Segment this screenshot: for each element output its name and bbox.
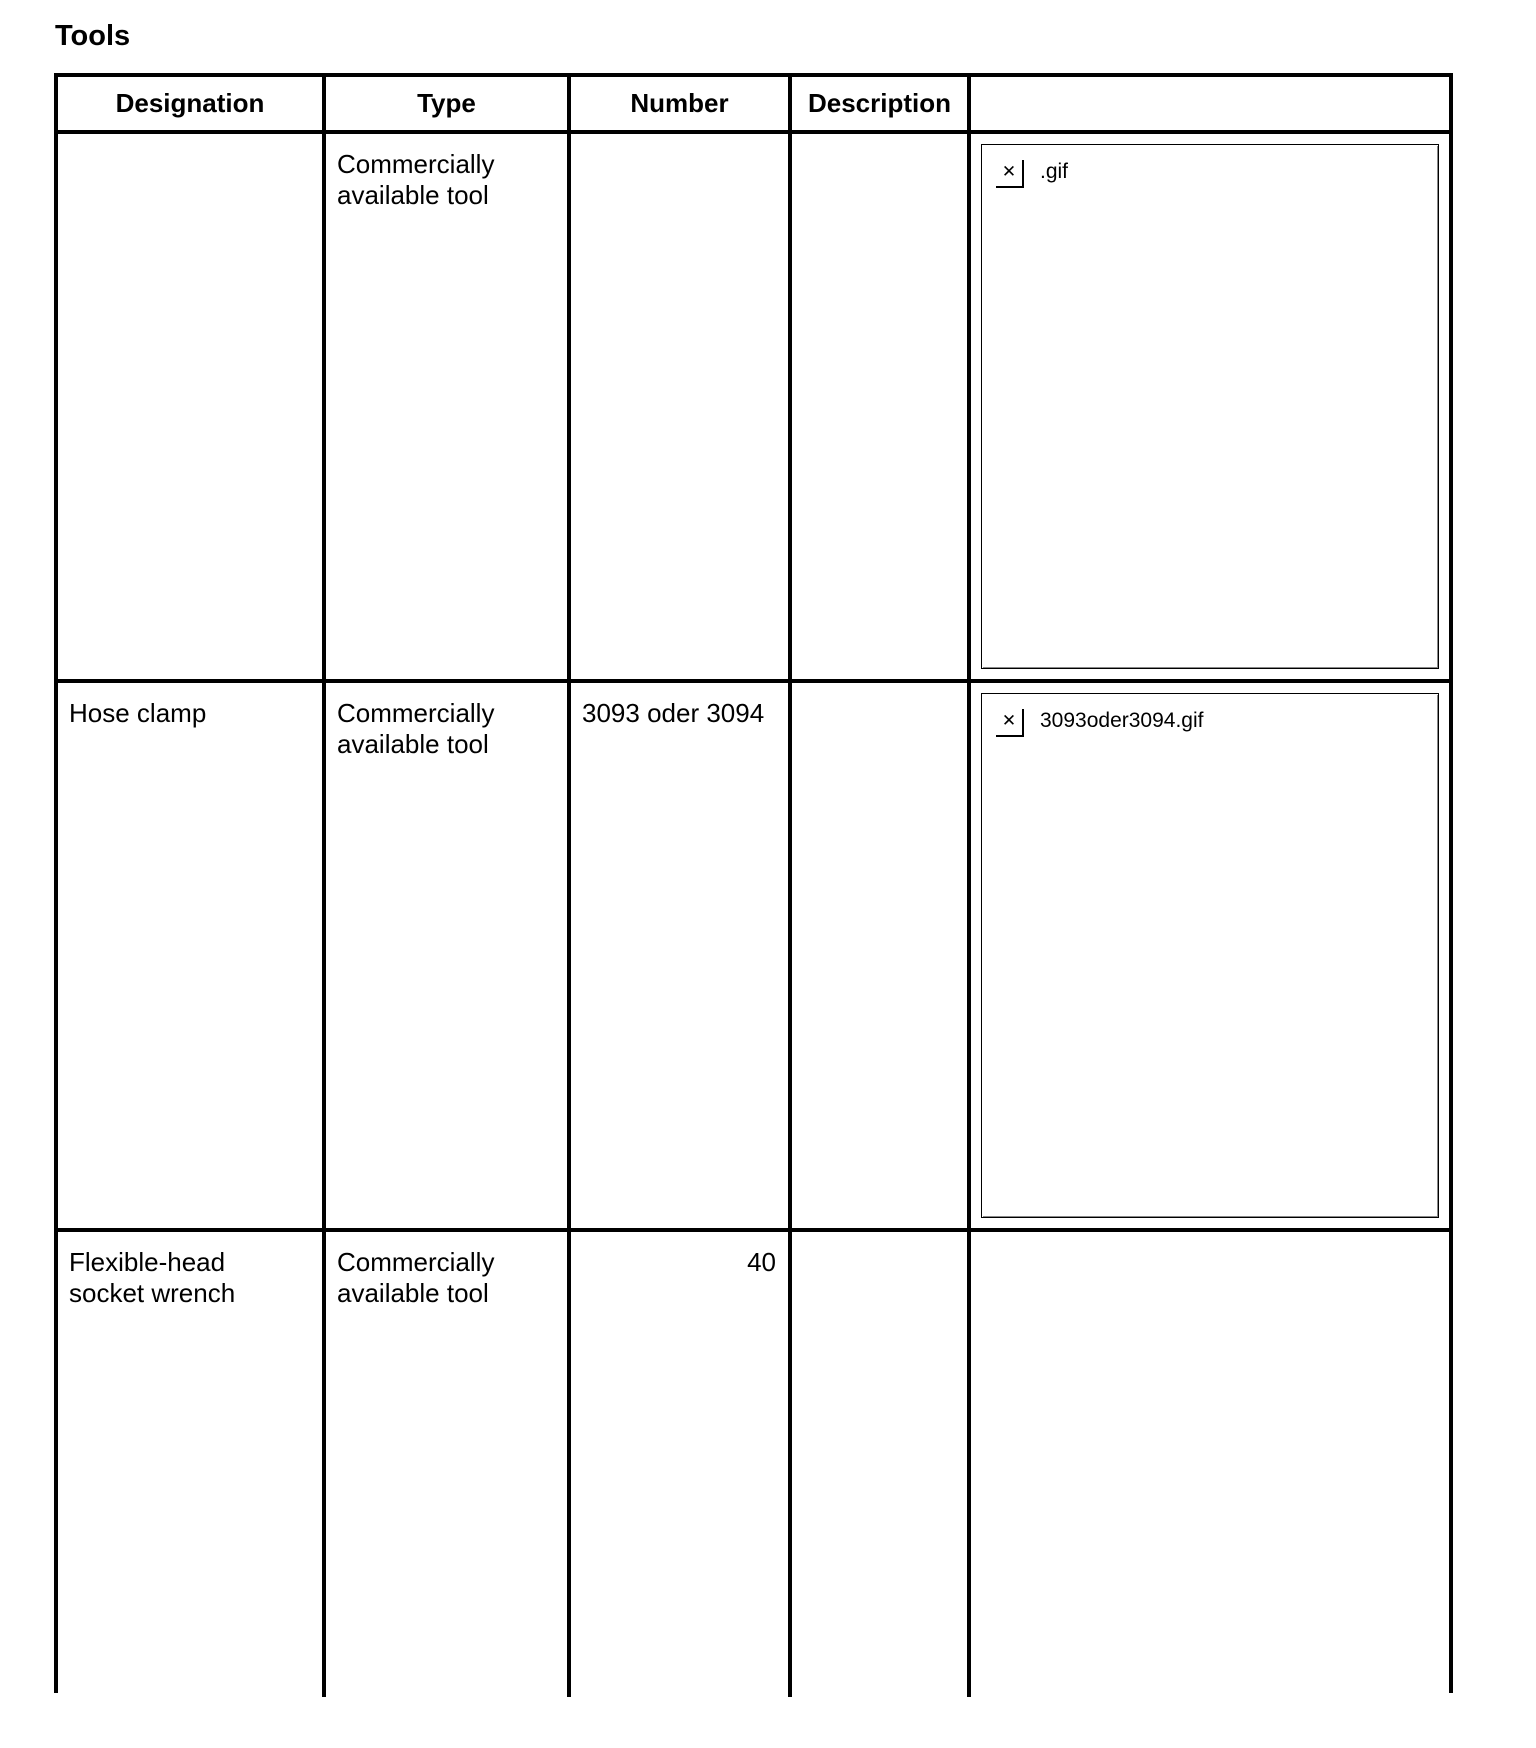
header-designation: Designation bbox=[58, 77, 326, 130]
image-cell bbox=[971, 683, 1449, 1228]
number-cell bbox=[571, 683, 792, 1228]
type-text: Commercially available tool bbox=[337, 698, 495, 759]
type-cell bbox=[326, 683, 571, 1228]
number-cell bbox=[571, 1232, 792, 1697]
image-placeholder bbox=[981, 144, 1439, 669]
designation-text: Flexible-head socket wrench bbox=[69, 1247, 236, 1308]
tools-table bbox=[54, 73, 1453, 1693]
type-cell bbox=[326, 1232, 571, 1697]
number-text: 40 bbox=[747, 1247, 776, 1277]
description-cell bbox=[792, 134, 971, 679]
number-cell bbox=[571, 134, 792, 679]
designation-cell bbox=[58, 134, 326, 679]
type-text: Commercially available tool bbox=[337, 1247, 495, 1308]
image-cell bbox=[971, 1232, 1449, 1697]
header-description: Description bbox=[792, 77, 971, 130]
designation-text: Hose clamp bbox=[69, 698, 207, 728]
type-cell bbox=[326, 134, 571, 679]
image-filename: .gif bbox=[1040, 160, 1069, 183]
image-placeholder bbox=[981, 693, 1439, 1218]
image-filename: 3093oder3094.gif bbox=[1040, 709, 1204, 732]
header-type: Type bbox=[326, 77, 571, 130]
designation-cell bbox=[58, 683, 326, 1228]
description-cell bbox=[792, 1232, 971, 1697]
image-cell bbox=[971, 134, 1449, 679]
page-title: Tools bbox=[55, 20, 131, 52]
designation-cell bbox=[58, 1232, 326, 1697]
table-row bbox=[58, 1232, 1449, 1697]
description-cell bbox=[792, 683, 971, 1228]
header-number: Number bbox=[571, 77, 792, 130]
number-text: 3093 oder 3094 bbox=[582, 698, 765, 728]
header-image bbox=[971, 77, 1449, 130]
table-header-row bbox=[58, 77, 1449, 134]
table-row bbox=[58, 134, 1449, 683]
type-text: Commercially available tool bbox=[337, 149, 495, 210]
broken-image-icon: ✕ bbox=[996, 709, 1024, 737]
table-row bbox=[58, 683, 1449, 1232]
broken-image-icon: ✕ bbox=[996, 160, 1024, 188]
